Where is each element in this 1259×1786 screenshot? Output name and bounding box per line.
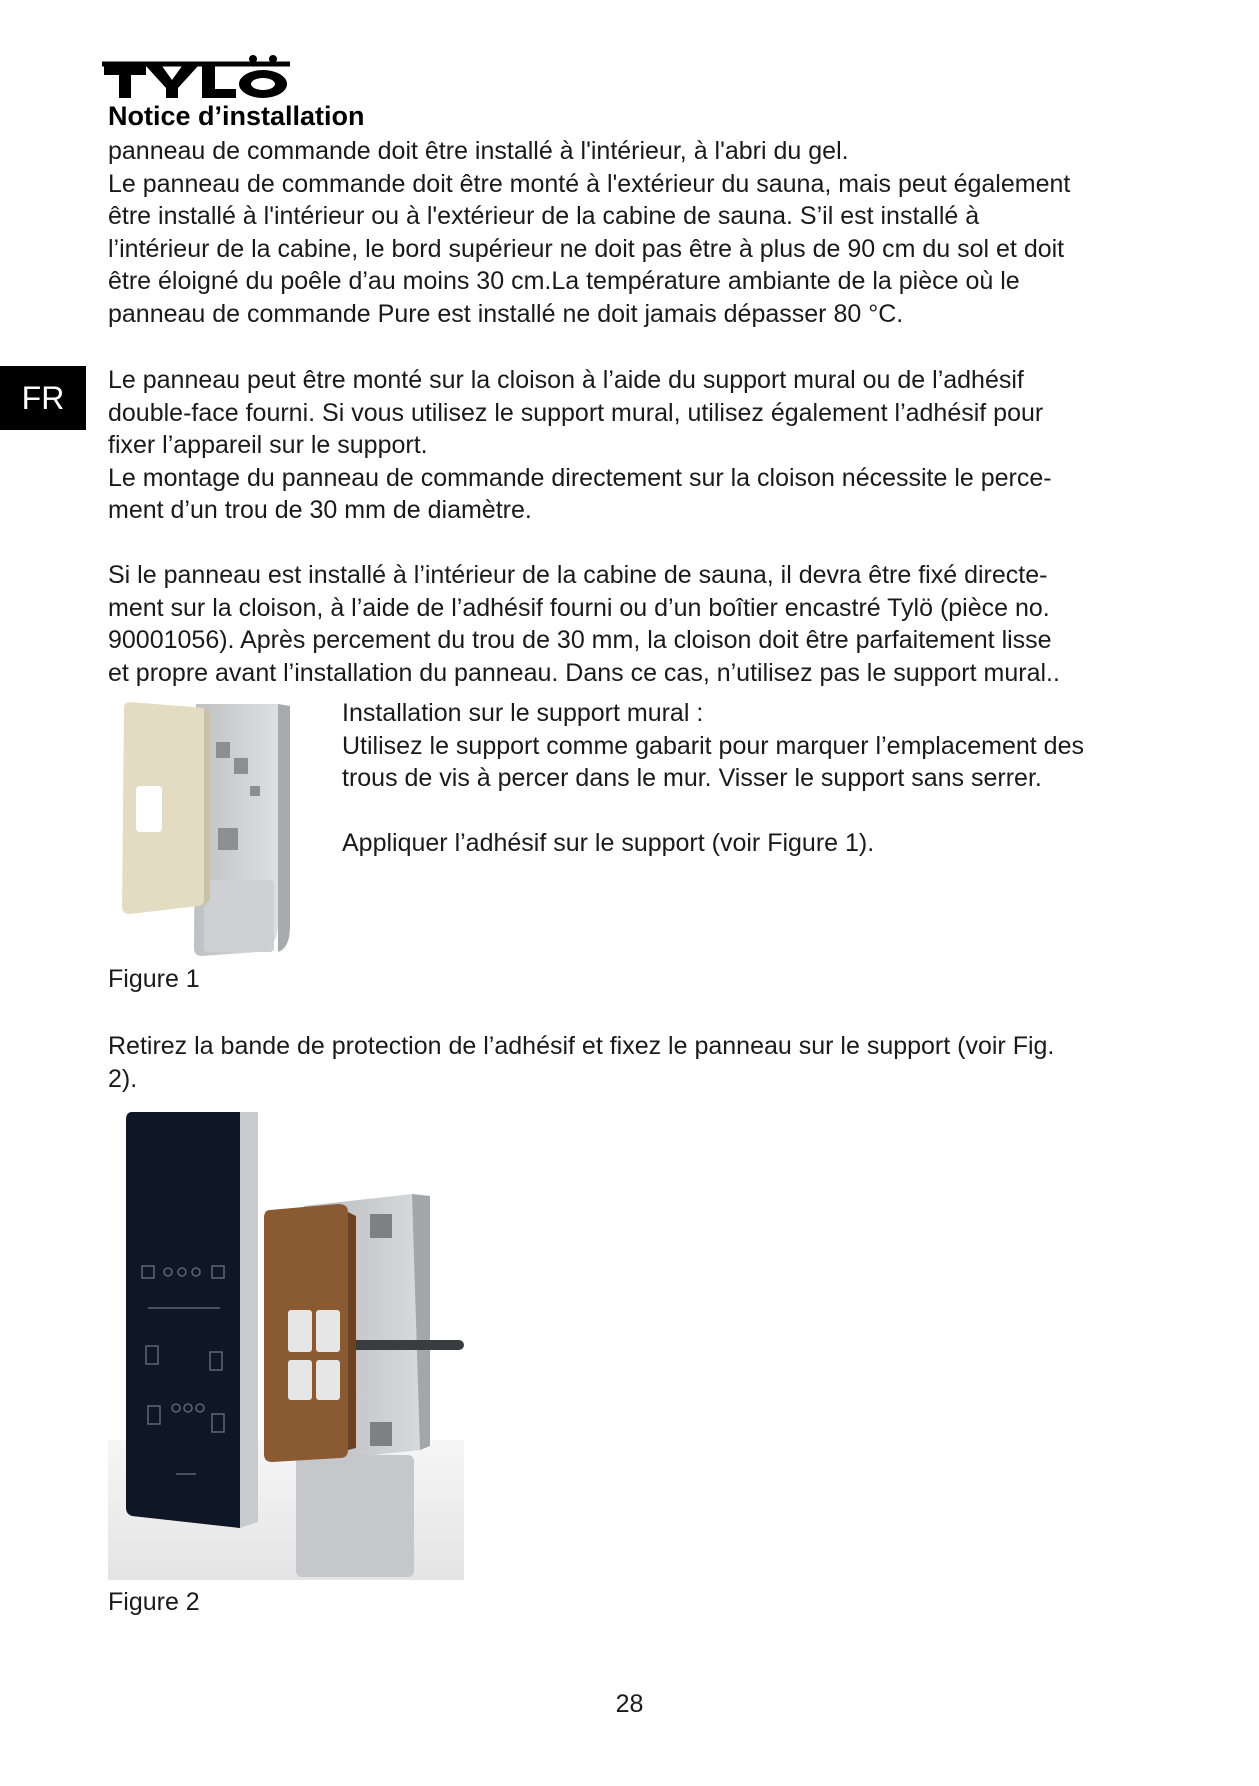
- text-line: Le montage du panneau de commande directement sur la cloison nécessite le perce-: [108, 463, 1052, 492]
- text-line: ment d’un trou de 30 mm de diamètre.: [108, 496, 532, 525]
- tylo-logo: [102, 54, 290, 100]
- text-line: l’intérieur de la cabine, le bord supérieur ne doit pas être à plus de 90 cm du sol et doit: [108, 234, 1065, 263]
- text-line: double-face fourni. Si vous utilisez le support mural, utilisez également l’adhésif pour: [108, 398, 1044, 427]
- intro-paragraph: [108, 135, 1168, 331]
- text-line: fixer l’appareil sur le support.: [108, 431, 428, 460]
- text-line: Le panneau de commande doit être monté à l'extérieur du sauna, mais peut également: [108, 169, 1071, 198]
- text-line: ment sur la cloison, à l’aide de l’adhésif fourni ou d’un boîtier encastré Tylö (pièce no.: [108, 593, 1050, 622]
- text-line: panneau de commande Pure est installé ne doit jamais dépasser 80 °C.: [108, 299, 904, 328]
- text-line: et propre avant l’installation du panneau. Dans ce cas, n’utilisez pas le support mural..: [108, 658, 1060, 687]
- text-line: Le panneau peut être monté sur la cloison à l’aide du support mural ou de l’adhésif: [108, 366, 1024, 394]
- text-line: Installation sur le support mural :: [342, 699, 704, 727]
- text-line: trous de vis à percer dans le mur. Visser le support sans serrer.: [342, 764, 1042, 793]
- protection-strip-paragraph: [108, 1030, 1168, 1095]
- page-title: Notice d’installation: [108, 101, 365, 131]
- figure-2-image: [108, 1110, 464, 1580]
- figure-1-caption: Figure 1: [108, 965, 200, 993]
- text-line: [342, 795, 1172, 828]
- figure-1-image: [118, 702, 308, 962]
- cabin-install-paragraph: [108, 559, 1168, 689]
- text-line: panneau de commande doit être installé à l'intérieur, à l'abri du gel.: [108, 137, 849, 165]
- text-line: être installé à l'intérieur ou à l'extérieur de la cabine de sauna. S’il est installé à: [108, 202, 980, 231]
- text-line: 2).: [108, 1064, 138, 1093]
- wall-bracket-instructions: [342, 697, 1172, 860]
- text-line: Utilisez le support comme gabarit pour marquer l’emplacement des: [342, 731, 1084, 760]
- figure-2-caption: Figure 2: [108, 1588, 200, 1616]
- page-number: 28: [615, 1690, 644, 1718]
- text-line: Si le panneau est installé à l’intérieur de la cabine de sauna, il devra être fixé directe-: [108, 561, 1048, 589]
- text-line: Appliquer l’adhésif sur le support (voir Figure 1).: [342, 829, 875, 858]
- text-line: 90001056). Après percement du trou de 30 mm, la cloison doit être parfaitement lisse: [108, 626, 1052, 655]
- text-line: être éloigné du poêle d’au moins 30 cm.La température ambiante de la pièce où le: [108, 267, 1020, 296]
- text-line: Retirez la bande de protection de l’adhésif et fixez le panneau sur le support (voir Fig.: [108, 1032, 1055, 1060]
- language-tab: FR: [0, 366, 86, 430]
- mounting-paragraph: [108, 364, 1168, 527]
